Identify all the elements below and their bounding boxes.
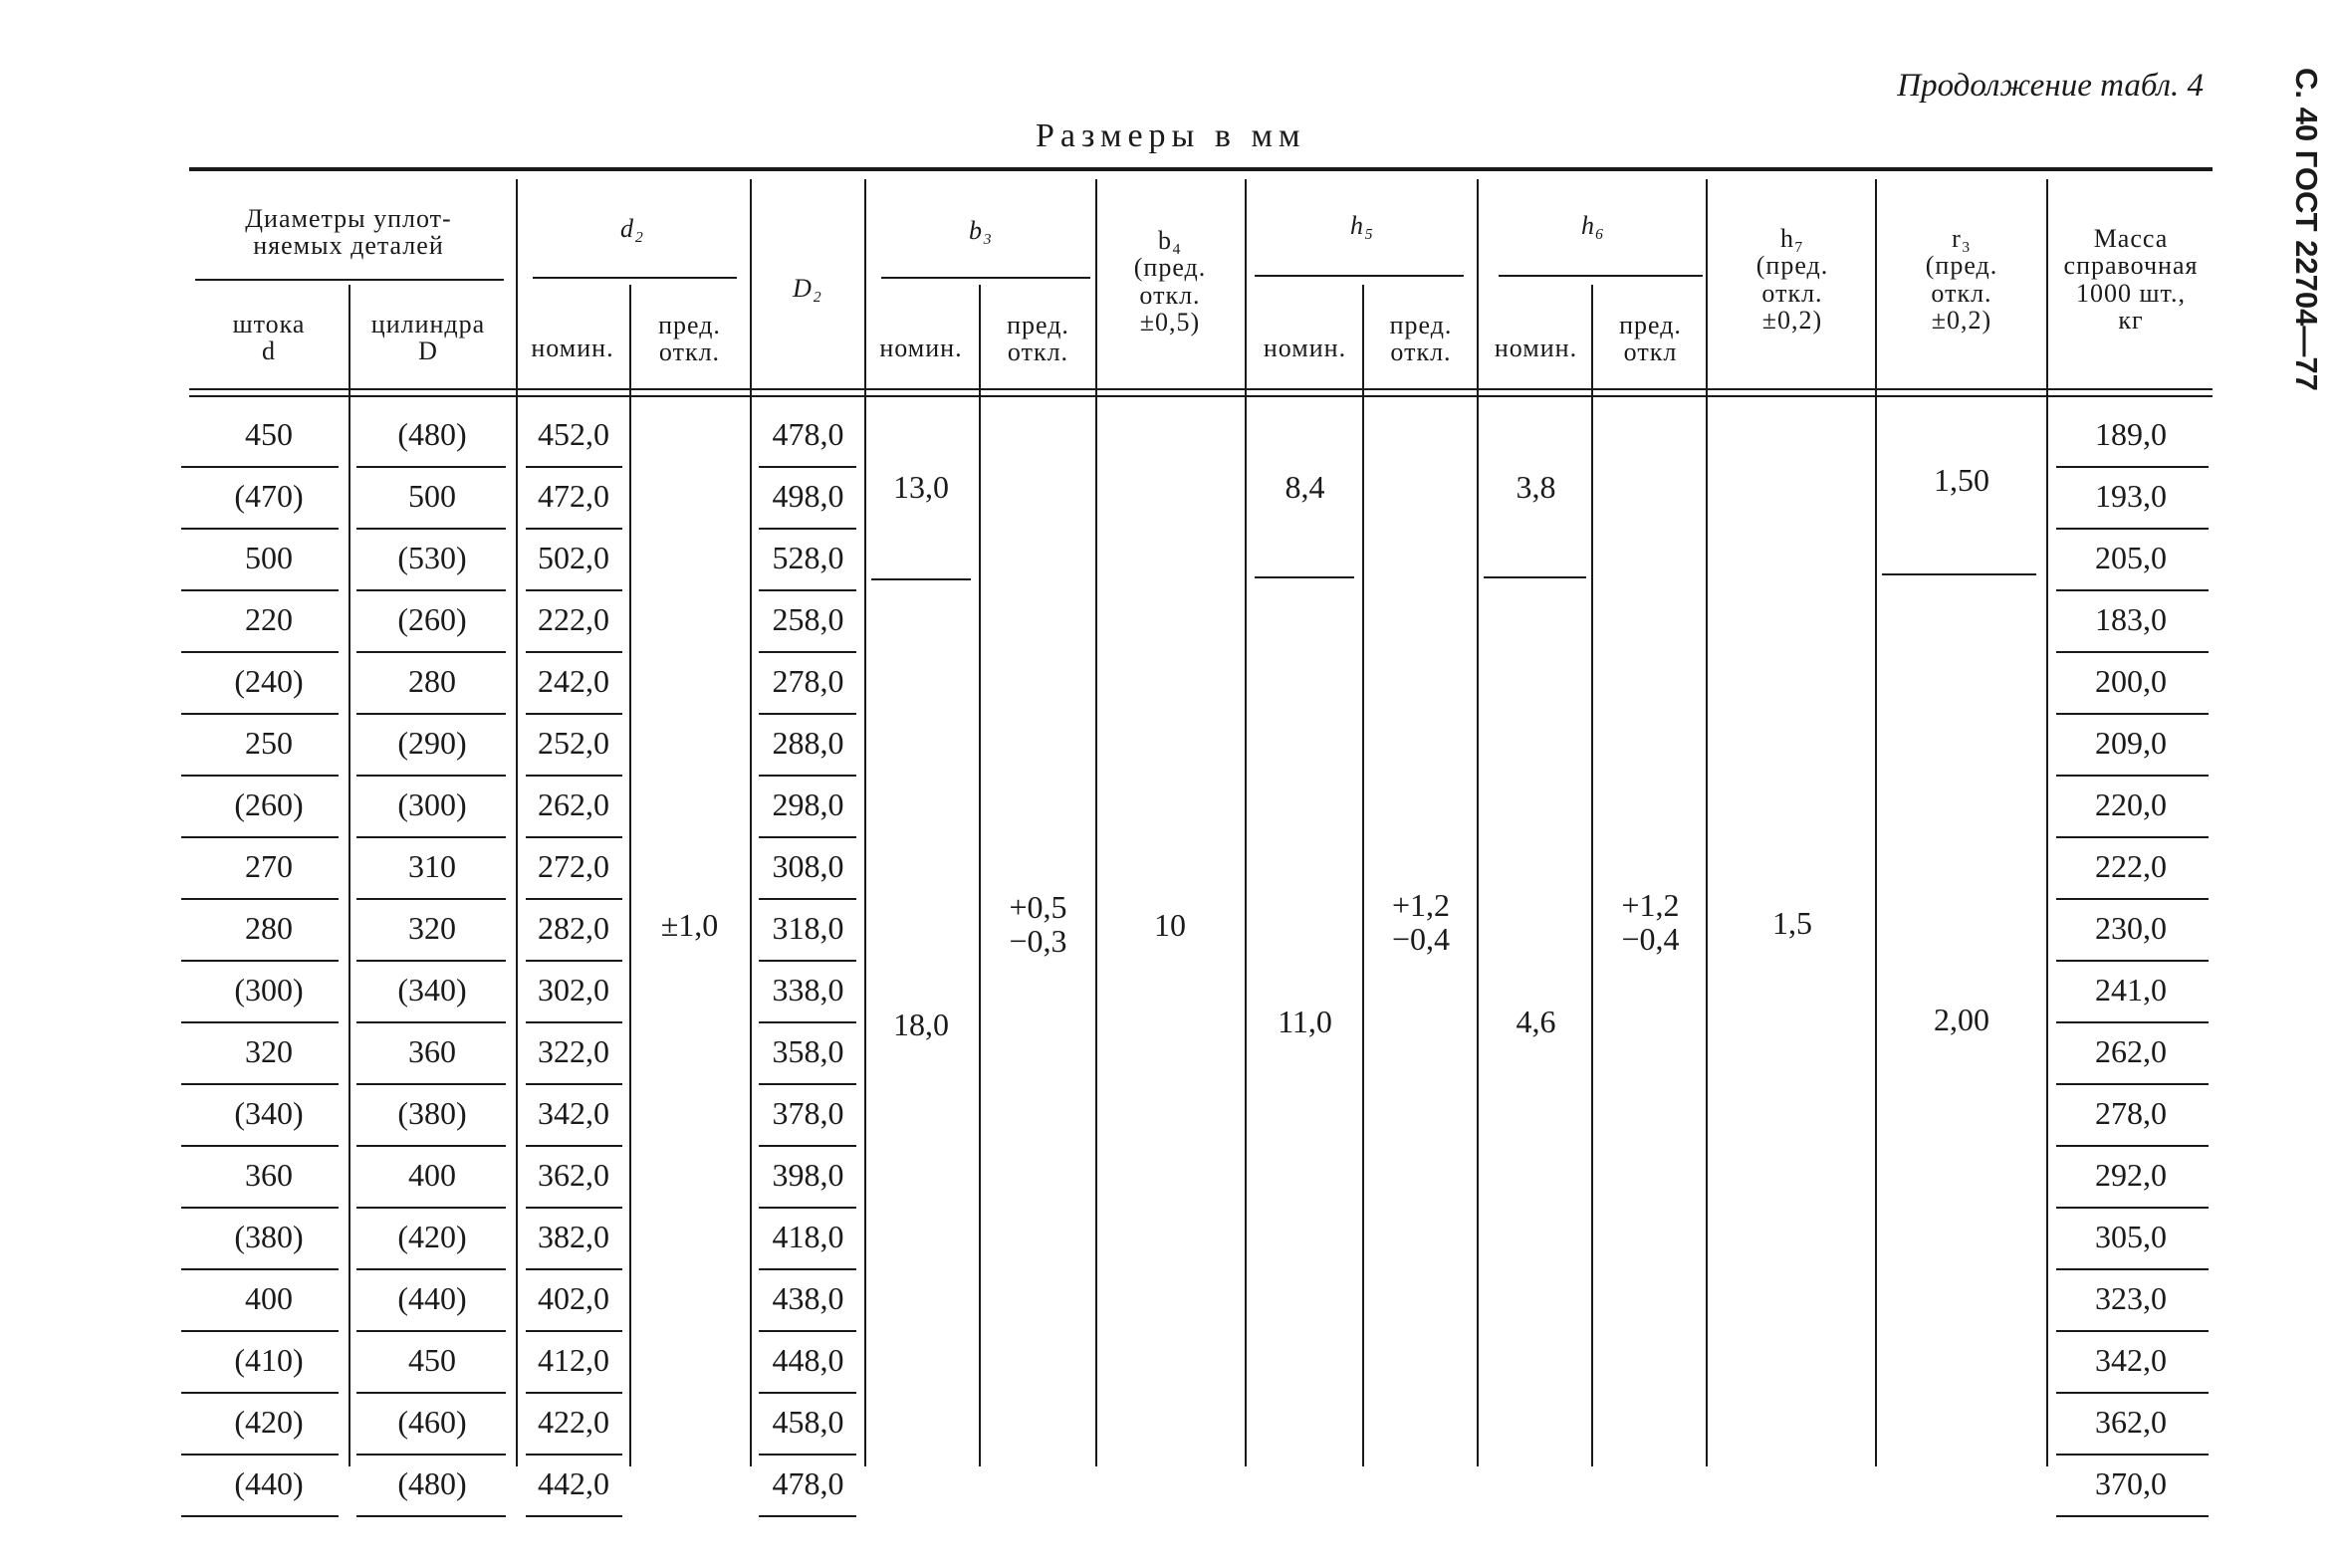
row-rule: [2056, 651, 2209, 653]
row-rule: [2056, 589, 2209, 591]
h5-value-upper: 8,4: [1284, 469, 1325, 505]
cell-shtoka: (240): [234, 663, 304, 699]
row-rule: [181, 1207, 339, 1209]
dimensions-table: [189, 167, 2213, 1501]
col-line-6: [979, 285, 981, 1466]
col-line-2: [516, 179, 518, 1466]
header-shtoka: штока d: [232, 310, 306, 366]
cell-d2-nomin: 472,0: [538, 478, 609, 514]
r3-split-rule: [1882, 573, 2036, 575]
cell-d2-nomin: 502,0: [538, 540, 609, 575]
row-rule: [356, 1145, 506, 1147]
row-rule: [2056, 775, 2209, 777]
row-rule: [759, 1392, 856, 1394]
cell-cilindra: 400: [408, 1157, 456, 1193]
row-rule: [2056, 1268, 2209, 1270]
units-caption: Размеры в мм: [1036, 117, 1306, 154]
header-h5-nomin: номин.: [1263, 334, 1347, 362]
col-line-12: [1706, 179, 1708, 1466]
cell-d2-nomin: 362,0: [538, 1157, 609, 1193]
row-rule: [181, 651, 339, 653]
row-rule: [181, 589, 339, 591]
cell-shtoka: (340): [234, 1095, 304, 1131]
header-b3: b₃: [968, 216, 994, 245]
header-group-diameters: Диаметры уплот- няемых деталей: [245, 204, 452, 261]
cell-d2-nomin: 322,0: [538, 1033, 609, 1069]
row-rule: [759, 1330, 856, 1332]
col-line-9: [1362, 285, 1364, 1466]
header-bottom-rule-2: [189, 395, 2213, 397]
row-rule: [2056, 1083, 2209, 1085]
row-rule: [356, 1454, 506, 1456]
r3-value-upper: 1,50: [1934, 462, 1989, 498]
cell-d2-nomin: 242,0: [538, 663, 609, 699]
row-rule: [356, 1392, 506, 1394]
b3-value-upper: 13,0: [893, 469, 949, 505]
b3-value-lower: 18,0: [893, 1007, 949, 1042]
cell-cilindra: (480): [397, 1465, 467, 1501]
row-rule: [356, 528, 506, 530]
cell-D2: 448,0: [772, 1342, 844, 1378]
row-rule: [181, 1021, 339, 1023]
cell-D2: 478,0: [772, 1465, 844, 1501]
cell-D2: 438,0: [772, 1280, 844, 1316]
page-side-label: [2290, 68, 2326, 486]
header-b4: b₄ (пред. откл. ±0,5): [1133, 226, 1207, 336]
row-rule: [356, 1021, 506, 1023]
row-rule: [759, 1207, 856, 1209]
row-rule: [181, 466, 339, 468]
cell-D2: 458,0: [772, 1404, 844, 1440]
cell-shtoka: (300): [234, 972, 304, 1008]
header-bottom-rule: [189, 388, 2213, 390]
cell-mass: 362,0: [2095, 1404, 2167, 1440]
side-label-text: С. 40 ГОСТ 22704—77: [2289, 68, 2324, 391]
col-line-4: [750, 179, 752, 1466]
row-rule: [526, 713, 622, 715]
row-rule: [526, 466, 622, 468]
cell-d2-nomin: 412,0: [538, 1342, 609, 1378]
cell-D2: 498,0: [772, 478, 844, 514]
header-h5: h₅: [1349, 211, 1375, 240]
table-top-rule: [189, 167, 2213, 171]
header-b3-tol: пред. откл.: [1007, 311, 1069, 367]
row-rule: [526, 1392, 622, 1394]
col-line-14: [2046, 179, 2048, 1466]
row-rule: [356, 1268, 506, 1270]
cell-d2-nomin: 302,0: [538, 972, 609, 1008]
row-rule: [526, 1145, 622, 1147]
row-rule: [2056, 1515, 2209, 1517]
row-rule: [759, 1454, 856, 1456]
row-rule: [759, 1515, 856, 1517]
row-rule: [181, 1330, 339, 1332]
row-rule: [2056, 528, 2209, 530]
cell-shtoka: 400: [245, 1280, 293, 1316]
cell-shtoka: (440): [234, 1465, 304, 1501]
row-rule: [759, 1145, 856, 1147]
row-rule: [181, 1145, 339, 1147]
cell-mass: 189,0: [2095, 416, 2167, 452]
row-rule: [526, 1330, 622, 1332]
row-rule: [356, 651, 506, 653]
cell-d2-nomin: 342,0: [538, 1095, 609, 1131]
row-rule: [526, 589, 622, 591]
cell-D2: 298,0: [772, 786, 844, 822]
header-d2-nomin: номин.: [531, 334, 614, 362]
cell-cilindra: (440): [397, 1280, 467, 1316]
header-h6-nomin: номин.: [1494, 334, 1578, 362]
cell-d2-nomin: 262,0: [538, 786, 609, 822]
row-rule: [181, 898, 339, 900]
col-line-11: [1591, 285, 1593, 1466]
cell-shtoka: (420): [234, 1404, 304, 1440]
row-rule: [526, 651, 622, 653]
header-D2: D₂: [793, 274, 822, 303]
cell-cilindra: 310: [408, 848, 456, 884]
cell-mass: 342,0: [2095, 1342, 2167, 1378]
cell-mass: 230,0: [2095, 910, 2167, 946]
row-rule: [526, 1515, 622, 1517]
col-line-1: [349, 285, 350, 1466]
h5-tolerance: +1,2 −0,4: [1391, 887, 1451, 957]
cell-shtoka: 280: [245, 910, 293, 946]
row-rule: [526, 1268, 622, 1270]
row-rule: [356, 1330, 506, 1332]
h5-value-lower: 11,0: [1278, 1004, 1332, 1039]
cell-mass: 209,0: [2095, 725, 2167, 761]
row-rule: [356, 960, 506, 962]
cell-d2-nomin: 422,0: [538, 1404, 609, 1440]
row-rule: [181, 1454, 339, 1456]
cell-cilindra: (420): [397, 1219, 467, 1254]
row-rule: [526, 775, 622, 777]
row-rule: [526, 1454, 622, 1456]
h5-split-rule: [1255, 576, 1354, 578]
cell-cilindra: (300): [397, 786, 467, 822]
col-line-7: [1095, 179, 1097, 1466]
row-rule: [2056, 713, 2209, 715]
cell-mass: 278,0: [2095, 1095, 2167, 1131]
cell-mass: 262,0: [2095, 1033, 2167, 1069]
h6-tolerance: +1,2 −0,4: [1621, 887, 1680, 957]
cell-D2: 418,0: [772, 1219, 844, 1254]
cell-D2: 528,0: [772, 540, 844, 575]
header-d2-rule: [533, 277, 737, 279]
cell-mass: 305,0: [2095, 1219, 2167, 1254]
cell-cilindra: (530): [397, 540, 467, 575]
h6-value-upper: 3,8: [1516, 469, 1556, 505]
header-h6-rule: [1499, 275, 1703, 277]
row-rule: [356, 836, 506, 838]
cell-d2-nomin: 282,0: [538, 910, 609, 946]
cell-d2-nomin: 402,0: [538, 1280, 609, 1316]
row-rule: [181, 528, 339, 530]
cell-d2-nomin: 452,0: [538, 416, 609, 452]
cell-D2: 258,0: [772, 601, 844, 637]
header-d2: d₂: [619, 214, 645, 243]
row-rule: [2056, 1021, 2209, 1023]
col-line-8: [1245, 179, 1247, 1466]
cell-cilindra: (480): [397, 416, 467, 452]
row-rule: [759, 898, 856, 900]
cell-cilindra: (340): [397, 972, 467, 1008]
row-rule: [2056, 836, 2209, 838]
row-rule: [526, 960, 622, 962]
b3-tolerance: +0,5 −0,3: [1009, 889, 1067, 959]
cell-shtoka: (260): [234, 786, 304, 822]
header-h6: h₆: [1580, 211, 1606, 240]
row-rule: [356, 898, 506, 900]
cell-mass: 220,0: [2095, 786, 2167, 822]
header-sub-rule: [195, 279, 504, 281]
h7-value: 1,5: [1772, 905, 1812, 941]
b4-value: 10: [1154, 907, 1186, 943]
continuation-caption: Продолжение табл. 4: [1897, 68, 2204, 104]
row-rule: [526, 898, 622, 900]
cell-shtoka: 250: [245, 725, 293, 761]
h6-value-lower: 4,6: [1516, 1004, 1556, 1039]
cell-cilindra: (460): [397, 1404, 467, 1440]
cell-mass: 193,0: [2095, 478, 2167, 514]
row-rule: [181, 1392, 339, 1394]
header-b3-rule: [881, 277, 1090, 279]
cell-D2: 478,0: [772, 416, 844, 452]
header-h5-rule: [1255, 275, 1464, 277]
row-rule: [759, 1268, 856, 1270]
row-rule: [759, 836, 856, 838]
row-rule: [2056, 1207, 2209, 1209]
cell-mass: 323,0: [2095, 1280, 2167, 1316]
row-rule: [759, 651, 856, 653]
cell-shtoka: 450: [245, 416, 293, 452]
cell-shtoka: (410): [234, 1342, 304, 1378]
header-d2-tol: пред. откл.: [658, 311, 721, 367]
cell-D2: 358,0: [772, 1033, 844, 1069]
h6-split-rule: [1484, 576, 1586, 578]
header-cilindra: цилиндра D: [370, 310, 486, 366]
row-rule: [759, 1083, 856, 1085]
row-rule: [181, 713, 339, 715]
row-rule: [526, 1021, 622, 1023]
row-rule: [759, 1021, 856, 1023]
header-r3: r₃ (пред. откл. ±0,2): [1925, 224, 1998, 335]
cell-D2: 278,0: [772, 663, 844, 699]
header-mass: Масса справочная 1000 шт., кг: [2063, 224, 2199, 335]
col-line-13: [1875, 179, 1877, 1466]
cell-shtoka: (470): [234, 478, 304, 514]
cell-shtoka: 220: [245, 601, 293, 637]
row-rule: [2056, 1145, 2209, 1147]
header-h5-tol: пред. откл.: [1389, 311, 1453, 367]
row-rule: [181, 775, 339, 777]
row-rule: [181, 1268, 339, 1270]
cell-cilindra: 500: [408, 478, 456, 514]
row-rule: [356, 1207, 506, 1209]
cell-D2: 318,0: [772, 910, 844, 946]
cell-mass: 241,0: [2095, 972, 2167, 1008]
cell-mass: 370,0: [2095, 1465, 2167, 1501]
row-rule: [356, 713, 506, 715]
row-rule: [759, 466, 856, 468]
cell-cilindra: (380): [397, 1095, 467, 1131]
r3-value-lower: 2,00: [1934, 1002, 1989, 1037]
row-rule: [2056, 466, 2209, 468]
header-h6-tol: пред. откл: [1619, 311, 1682, 367]
col-line-5: [864, 179, 866, 1466]
cell-cilindra: (290): [397, 725, 467, 761]
cell-d2-nomin: 382,0: [538, 1219, 609, 1254]
cell-mass: 200,0: [2095, 663, 2167, 699]
cell-shtoka: 360: [245, 1157, 293, 1193]
row-rule: [356, 1515, 506, 1517]
row-rule: [356, 589, 506, 591]
cell-d2-nomin: 272,0: [538, 848, 609, 884]
row-rule: [181, 1083, 339, 1085]
cell-mass: 222,0: [2095, 848, 2167, 884]
cell-shtoka: 320: [245, 1033, 293, 1069]
row-rule: [759, 528, 856, 530]
cell-D2: 338,0: [772, 972, 844, 1008]
row-rule: [2056, 1330, 2209, 1332]
row-rule: [526, 1083, 622, 1085]
cell-cilindra: (260): [397, 601, 467, 637]
cell-d2-nomin: 442,0: [538, 1465, 609, 1501]
cell-d2-nomin: 252,0: [538, 725, 609, 761]
cell-D2: 288,0: [772, 725, 844, 761]
cell-cilindra: 280: [408, 663, 456, 699]
row-rule: [526, 528, 622, 530]
cell-cilindra: 450: [408, 1342, 456, 1378]
d2-tolerance: ±1,0: [660, 907, 719, 943]
cell-shtoka: 270: [245, 848, 293, 884]
row-rule: [2056, 898, 2209, 900]
row-rule: [181, 960, 339, 962]
cell-d2-nomin: 222,0: [538, 601, 609, 637]
cell-mass: 183,0: [2095, 601, 2167, 637]
row-rule: [526, 836, 622, 838]
col-line-3: [629, 285, 631, 1466]
row-rule: [2056, 960, 2209, 962]
cell-shtoka: 500: [245, 540, 293, 575]
cell-mass: 292,0: [2095, 1157, 2167, 1193]
cell-D2: 378,0: [772, 1095, 844, 1131]
header-h7: h₇ (пред. откл. ±0,2): [1755, 224, 1829, 335]
b3-split-rule: [871, 578, 971, 580]
row-rule: [2056, 1392, 2209, 1394]
cell-mass: 205,0: [2095, 540, 2167, 575]
cell-shtoka: (380): [234, 1219, 304, 1254]
row-rule: [2056, 1454, 2209, 1456]
row-rule: [759, 589, 856, 591]
col-line-10: [1477, 179, 1479, 1466]
row-rule: [759, 960, 856, 962]
row-rule: [356, 1083, 506, 1085]
row-rule: [181, 1515, 339, 1517]
row-rule: [759, 713, 856, 715]
cell-cilindra: 360: [408, 1033, 456, 1069]
cell-D2: 308,0: [772, 848, 844, 884]
row-rule: [759, 775, 856, 777]
row-rule: [356, 466, 506, 468]
header-b3-nomin: номин.: [879, 334, 963, 362]
cell-cilindra: 320: [408, 910, 456, 946]
row-rule: [356, 775, 506, 777]
row-rule: [181, 836, 339, 838]
cell-D2: 398,0: [772, 1157, 844, 1193]
row-rule: [526, 1207, 622, 1209]
